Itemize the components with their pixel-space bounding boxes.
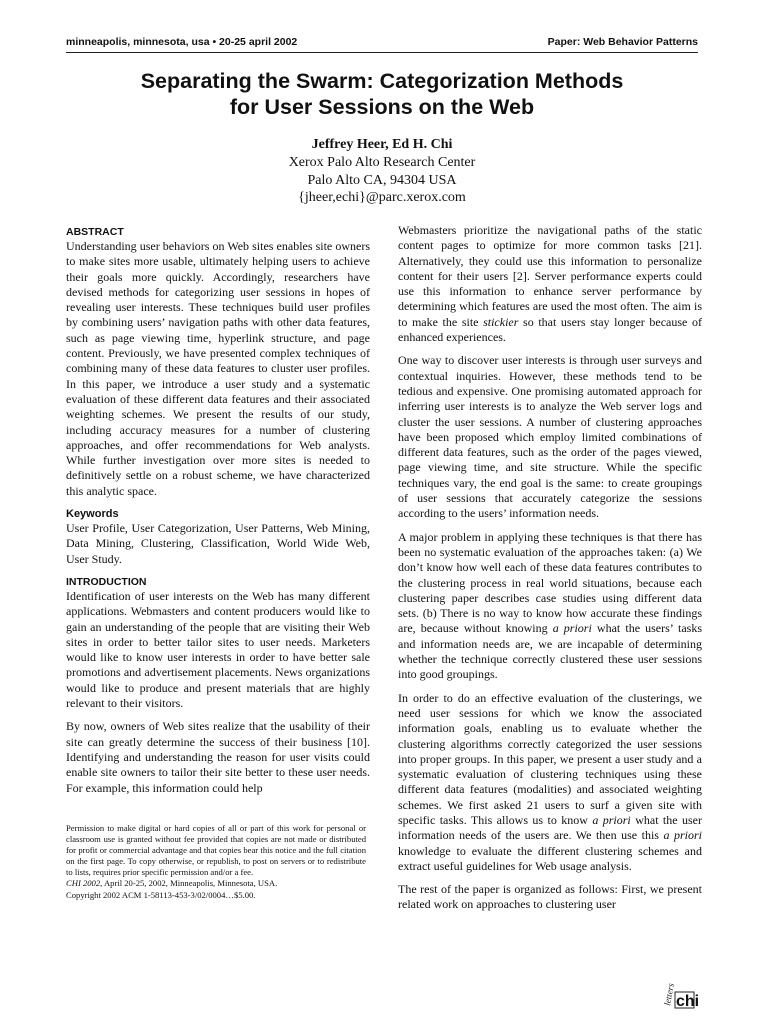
keywords-heading: Keywords <box>66 508 119 521</box>
right-paragraph-1 <box>398 223 702 345</box>
affiliation-email: {jheer,echi}@parc.xerox.com <box>298 190 466 205</box>
intro-paragraph-2: By now, owners of Web sites realize that the usability of their site can greatly determine the success of their business [10]. Identifying and understanding the reason for user visits could enable site owners to tailor their site better to these user needs. For example, this information could help <box>66 719 370 795</box>
svg-text:chi: chi <box>676 993 700 1010</box>
keywords-text: User Profile, User Categorization, User Patterns, Web Mining, Data Mining, Clustering, Classification, World Wide Web, User Study. <box>66 521 370 566</box>
authors: Jeffrey Heer, Ed H. Chi <box>311 137 453 152</box>
permission-notice: Permission to make digital or hard copies of all or part of this work for personal or classroom use is granted without fee provided that copies are not made or distributed for profit or commercial advantage and that copies bear this notice and the full citation on the first page. To copy otherwise, or republish, to post on servers or to redistribute to lists, requires prior specific permission and/or a fee. <box>66 823 366 878</box>
chi-logo <box>662 962 700 1012</box>
svg-text:letters: letters <box>662 982 676 1007</box>
title-line-1: Separating the Swarm: Categorization Methods <box>140 69 624 93</box>
text-run: what the user information needs of the users are. We then use this <box>398 812 703 843</box>
right-paragraph-5: The rest of the paper is organized as follows: First, we present related work on approaches to clustering user <box>398 882 702 912</box>
introduction-heading: INTRODUCTION <box>66 575 147 588</box>
text-run: what the users’ tasks and information needs are, we are incapable of determining whether the technique correctly clustered these user sessions into good groupings. <box>398 621 702 682</box>
header-rule <box>66 52 698 53</box>
affiliation-city: Palo Alto CA, 94304 USA <box>307 173 457 188</box>
italic-run: a priori <box>552 621 592 636</box>
copyright-line: Copyright 2002 ACM 1-58113-453-3/02/0004…$5.00. <box>66 889 256 900</box>
paper-title <box>66 68 698 120</box>
affiliation-org: Xerox Palo Alto Research Center <box>288 155 476 170</box>
italic-run: a priori <box>663 828 702 843</box>
right-paragraph-2: One way to discover user interests is through user surveys and contextual inquiries. However, these methods tend to be tedious and expensive. One promising automated approach for inferring user interests is to analyze the Web server logs and cluster the user sessions. A number of clustering approaches have been proposed which employ limited combinations of different data features, such as the order of the pages viewed, page viewing time, and site structure. While the specific techniques vary, the end goal is the same: to create groupings of user sessions that accurately categorize the sessions according to the users’ information needs. <box>398 353 702 521</box>
italic-run: stickier <box>483 314 519 329</box>
text-run: knowledge to evaluate the different clustering schemes and extract useful guidelines for Web usage analysis. <box>398 843 702 873</box>
intro-paragraph-1: Identification of user interests on the Web has many different applications. Webmasters and content producers would like to gain an understanding of the people that are visiting their Web sites in order to better tailor sites to user needs. Marketers would like to know user interests in order to have better sale promotions and advertisement placements. News organizations would like to produce and present materials that are highly relevant to their visitors. <box>66 588 370 711</box>
text-run: A major problem in applying these techniques is that there has been no systematic evaluation of the approaches taken: (a) We don’t know how well each of these data features contributes to the clustering process in real world situations, because each clustering paper describes case studies using different data sets. (b) There is no way to know how accurate these findings are, because without knowing <box>398 529 702 636</box>
left-column <box>66 225 370 804</box>
right-paragraph-4 <box>398 691 702 875</box>
abstract-text: Understanding user behaviors on Web sites enables site owners to make sites more usable, ultimately helping users to achieve their goals more quickly. Accordingly, researchers have devised methods for categorizing user sessions in hopes of revealing user interests. These techniques build user profiles by combining users’ navigation paths with other data features, such as page viewing time, hyperlink structure, and page content. Previously, we have presented complex techniques of combining many of these data features to cluster user profiles. In this paper, we introduce a user study and a systematic evaluation of these different data features and their associated weighting schemes. We present the results of our study, including accuracy measures for a number of clustering approaches, and offer recommendations for Web analysts. While further investigation over more sites is needed to definitively settle on a robust scheme, we have characterized this analytic space. <box>66 239 370 498</box>
header-track: Paper: Web Behavior Patterns <box>547 36 698 48</box>
text-run: so that users stay longer because of enhanced experiences. <box>398 314 702 345</box>
running-header <box>66 36 698 50</box>
conference-details: , April 20-25, 2002, Minneapolis, Minnesota, USA. <box>100 878 278 889</box>
conference-line <box>66 878 366 889</box>
conference-name: CHI 2002 <box>66 878 101 889</box>
italic-run: a priori <box>592 812 631 827</box>
right-column <box>398 223 702 921</box>
text-run: Webmasters prioritize the navigational paths of the static content pages to optimize for more common tasks [21]. Alternatively, they could use this information to personalize content for their users [2]. Server performance experts could use this information to enhance server performance by determining which features are used the most often. The aim is to make the site <box>398 223 702 329</box>
abstract-heading: ABSTRACT <box>66 226 124 238</box>
header-conference: minneapolis, minnesota, usa • 20-25 april 2002 <box>66 36 298 48</box>
title-line-2: for User Sessions on the Web <box>229 95 535 119</box>
right-paragraph-3 <box>398 530 702 683</box>
text-run: In order to do an effective evaluation of the clusterings, we need user sessions for which we know the associated information goals, enabling us to evaluate whether the clustering algorithms correctly categorized the user sessions into proper groups. In this paper, we present a user study and a systematic evaluation of clustering techniques using these different data features (modalities) and associated weighting schemes. We first asked 21 users to surf a given site with specific tasks. This allows us to know <box>398 690 702 827</box>
copyright-footnote <box>66 823 366 901</box>
